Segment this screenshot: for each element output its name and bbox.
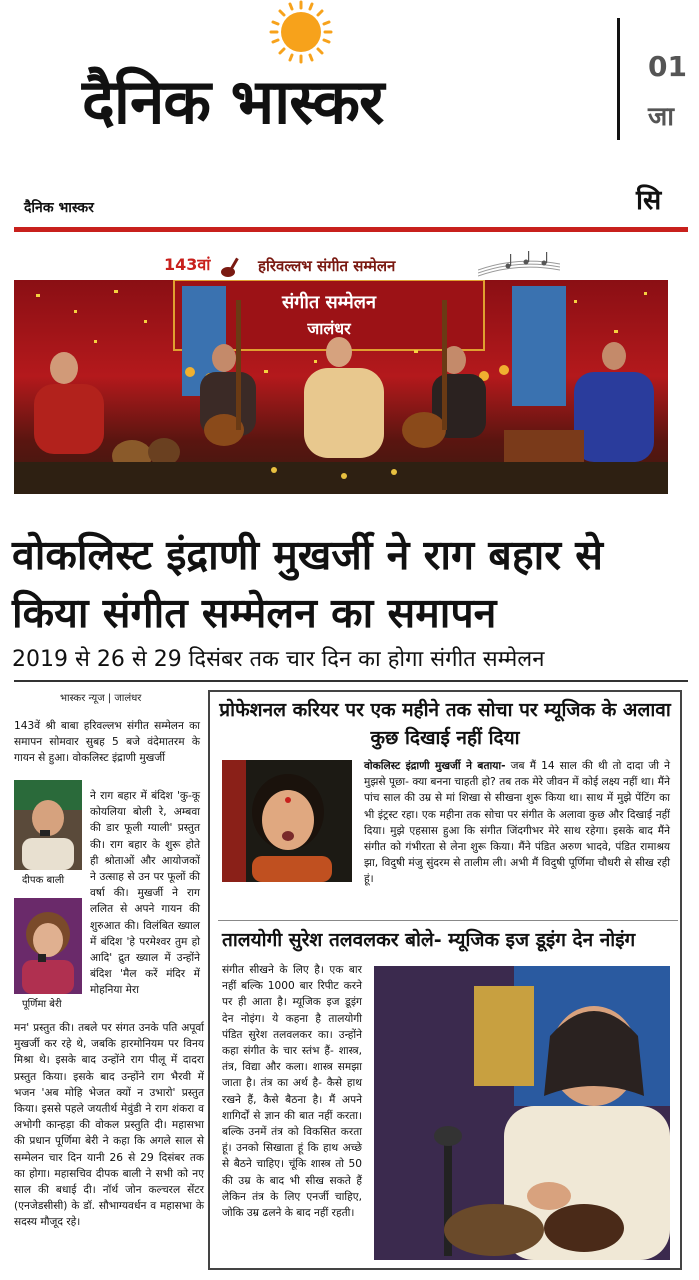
music-notes-icon	[478, 250, 560, 280]
headline: वोकलिस्ट इंद्राणी मुखर्जी ने राग बहार से किया संगीत सम्मेलन का समापन	[12, 531, 603, 637]
portrait-deepak-bali	[14, 780, 82, 870]
portrait-purnima-beri	[14, 898, 82, 994]
article-intro: 143वें श्री बाबा हरिवल्लभ संगीत सम्मेलन का समापन सोमवार सुबह 5 बजे वंदेमातरम के गायन से हुआ। वोकलिस्ट इंद्राणी मुखर्जी	[14, 720, 200, 765]
date-month: जा	[648, 102, 675, 132]
box-title: प्रोफेशनल करियर पर एक महीने तक सोचा पर म्यूजिक के अलावा कुछ दिखाई नहीं दिया	[219, 699, 671, 749]
caption-deepak-bali: दीपक बाली	[22, 875, 65, 886]
event-title: हरिवल्लभ संगीत सम्मेलन	[258, 257, 396, 275]
sitar-icon	[220, 254, 250, 278]
red-rule	[14, 227, 688, 232]
edition-label: सि	[636, 185, 662, 216]
date-number: 01	[648, 50, 687, 83]
box-para1-body: जब मैं 14 साल की थी तो दादा जी ने मुझसे पूछा- क्या बनना चाहती हो? तब तक मेरे जीवन में कोई लक्ष्य नहीं था। मैंने पांच साल की उम्र से मां शिखा से सीखना शुरू किया था। साथ में मुझे पेंटिंग का भी इंट्रस्ट रहा। एक महीना तक सोचा पर संगीत के अलावा कुछ और दिखाई नहीं दिया। मुझे एहसास हुआ कि संगीत जिंदगीभर मेरे साथ रहेगा। इसके बाद मैंने संगीत को गंभीरता से लेना शुरू किया। मैंने पंडित अरुण भादवे, पंडित रामाश्रय झा, विदुषी मंजु सुंदरम से तालीम ली। अभी मैं विदुषी पूर्णिमा चौधरी से सीख रही हूं।	[364, 760, 671, 886]
stage-banner-line1: संगीत सम्मेलन	[282, 292, 376, 313]
article-body-narrow: ने राग बहार में बंदिश 'कु-कू कोयलिया बोली रे, अम्बवा की डार फूली ग्याली' प्रस्तुत की। राग बहार के शुरू होते ही श्रोताओं और आयोजकों ने उत्साह से उन पर फूलों की वर्षा की। मुखर्जी ने राग ललित से अपने गायन की शुरुआत की। विलंबित ख्याल में बंदिश 'हे परमेश्वर तुम हो आदि' द्रुत ख्याल में उन्होंने बंदिश 'मैल करें मंदिर में मोहनिया मेरा	[90, 790, 200, 997]
box-paragraph-2: संगीत सीखने के लिए है। एक बार नहीं बल्कि 1000 बार रिपीट करने पर ही आता है। म्यूजिक इज डूइंग देन नोइंग। ये कहना है तालयोगी पंडित सुरेश तलवलकर का। उन्होंने कहा संगीत के चार स्तंभ हैं- शास्त्र, तंत्र, विद्या और कला। शास्त्र समझा जाता है। तंत्र का अर्थ है- कैसे हाथ रखने हैं, कैसे बैठना है। मैं अपने शागिर्दों से ज्ञान की बात नहीं करता। बल्कि उनमें तंत्र को विकसित करता हूं। उनको सिखाता हूं कि हाथ अच्छे से बैठने चाहिए। चूंकि शास्त्र तो 50 की उम्र के बाद भी सीख सकते हैं लेकिन तंत्र के लिए एनर्जी चाहिए, जोकि उम्र ढलने के बाद नहीं रहती।	[222, 964, 362, 1220]
stage-banner-line2: जालंधर	[307, 319, 351, 338]
article-body-continued: मन' प्रस्तुत की। तबले पर संगत उनके पति अपूर्वा मुखर्जी कर रहे थे, जबकि हारमोनियम पर विनय मिश्रा थे। इसके बाद उन्होंने राग पीलू में दादरा प्रस्तुत किया। इसके बाद उन्होंने राग भैरवी में भजन 'अब मोहि भेजत क्यों न उभारो' प्रस्तुत किया। इससे पहले जयतीर्थ मेवुंडी ने राग शंकरा व अभोगी कान्हड़ा की वोकल प्रस्तुति दी। महासभा की प्रधान पूर्णिमा बेरी ने कहा कि अगले साल से सम्मेलन चार दिन यानी 26 से 29 दिसंबर तक का होगा। महासचिव दीपक बाली ने सभी को नए साल की बधाई दी। नॉर्थ जोन कल्चरल सेंटर (एनजेडसीसी) के डॉ. सौभाग्यवर्धन व महासभा के सदस्य मौजूद रहे।	[14, 1022, 204, 1229]
box-divider	[218, 920, 678, 921]
box-para1-lead: वोकलिस्ट इंद्राणी मुखर्जी ने बताया-	[364, 760, 506, 772]
box-subheading: तालयोगी सुरेश तलवलकर बोले- म्यूजिक इज डूइंग देन नोइंग	[222, 929, 636, 951]
brand-logo: दैनिक भास्कर	[82, 65, 384, 138]
box-paragraph-1	[364, 758, 670, 888]
caption-purnima-beri: पूर्णिमा बेरी	[22, 999, 62, 1010]
concert-photo	[14, 280, 668, 494]
photo-indrani-mukherjee	[222, 760, 352, 882]
photo-suresh-talwalkar	[374, 966, 670, 1260]
byline: भास्कर न्यूज | जालंधर	[60, 693, 142, 704]
header-divider	[617, 18, 620, 140]
concert-photo-art	[14, 280, 668, 494]
section-rule	[14, 680, 688, 682]
event-number: 143वां	[164, 255, 211, 274]
paper-logo-small: दैनिक भास्कर	[24, 200, 94, 216]
subheadline: 2019 से 26 से 29 दिसंबर तक चार दिन का होगा संगीत सम्मेलन	[12, 647, 545, 672]
